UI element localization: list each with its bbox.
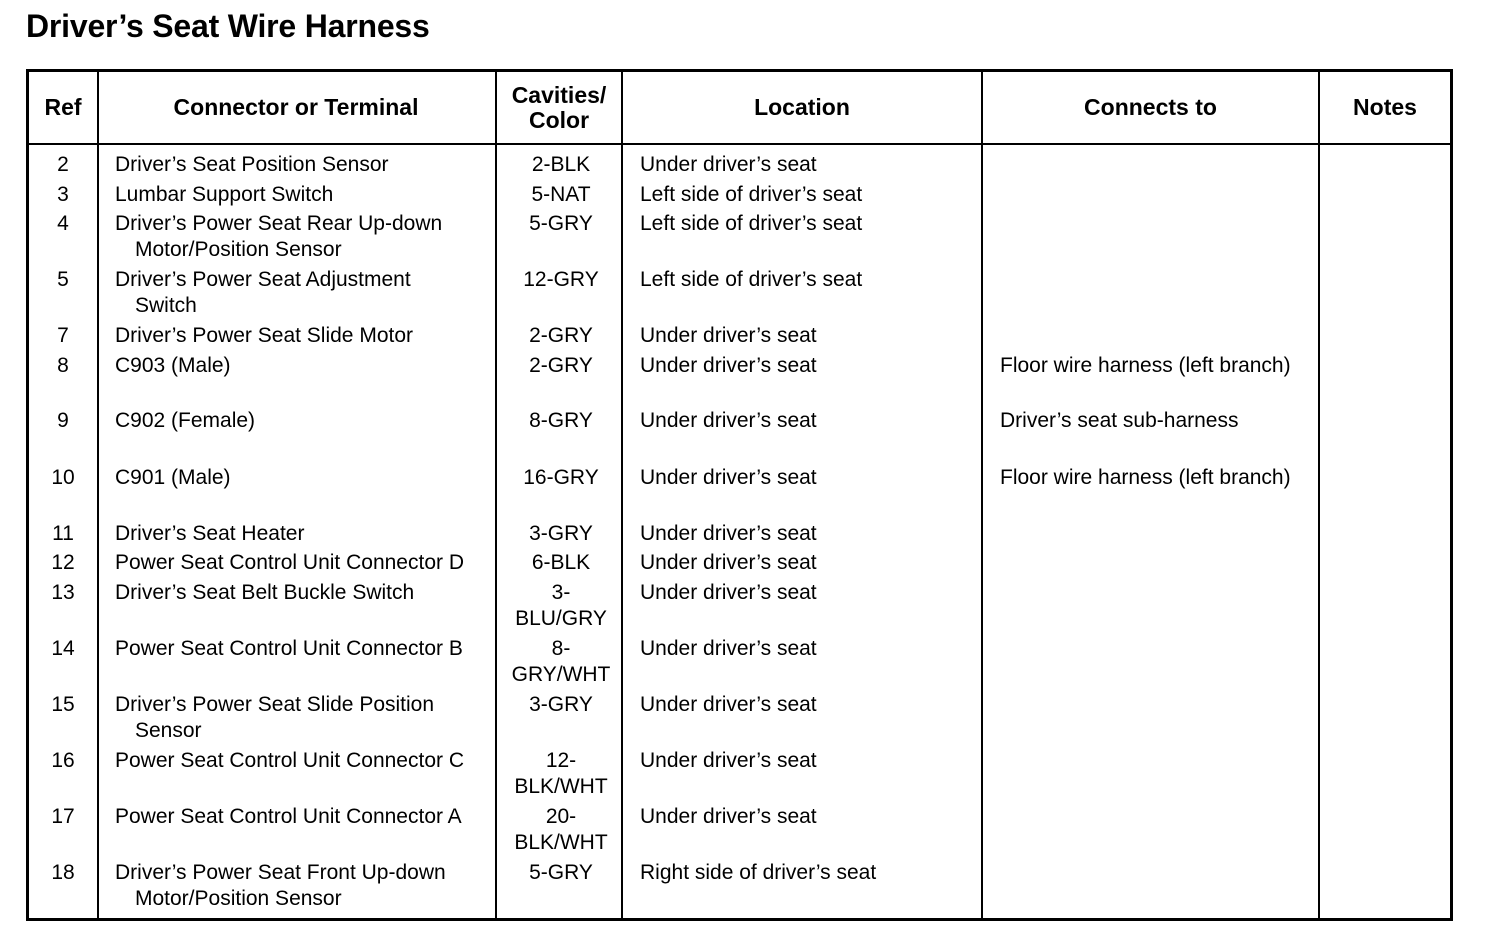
connects-to-cell: Floor wire harness (left branch) <box>1000 354 1291 377</box>
location-cell: Left side of driver’s seat <box>640 268 863 291</box>
cavities-cell: 3- BLU/GRY <box>515 581 607 630</box>
location-cell: Under driver’s seat <box>640 581 817 604</box>
connector-cell: C901 (Male) <box>115 466 231 489</box>
header-ref: Ref <box>44 94 82 120</box>
connector-cell: C903 (Male) <box>115 354 231 377</box>
location-cell: Under driver’s seat <box>640 354 817 377</box>
ref-cell: 13 <box>51 581 75 604</box>
cavities-cell: 2-GRY <box>529 354 593 377</box>
location-cell: Left side of driver’s seat <box>640 212 863 235</box>
connector-cell: Driver’s Power Seat Slide Position Sensor <box>115 693 435 742</box>
connector-cell: Driver’s Seat Heater <box>115 522 305 545</box>
harness-table <box>26 69 1453 921</box>
ref-cell: 16 <box>51 749 75 772</box>
connector-cell: Driver’s Power Seat Front Up-down Motor/Position Sensor <box>115 861 446 910</box>
column-divider <box>1318 72 1320 918</box>
location-cell: Left side of driver’s seat <box>640 183 863 206</box>
header-cavities <box>497 72 621 143</box>
ref-cell: 17 <box>51 805 75 828</box>
header-location: Location <box>754 94 850 120</box>
location-cell: Under driver’s seat <box>640 637 817 660</box>
connector-cell: C902 (Female) <box>115 409 256 432</box>
ref-cell: 18 <box>51 861 75 884</box>
ref-cell: 12 <box>51 551 75 574</box>
header-cavities-line2: Color <box>528 106 590 133</box>
connector-cell: Driver’s Seat Position Sensor <box>115 153 389 176</box>
cavities-cell: 6-BLK <box>531 551 591 574</box>
location-cell: Under driver’s seat <box>640 522 817 545</box>
cavities-cell: 12- BLK/WHT <box>514 749 608 798</box>
cavities-cell: 8-GRY <box>529 409 593 432</box>
location-cell: Under driver’s seat <box>640 409 817 432</box>
cavities-cell: 12-GRY <box>523 268 599 291</box>
connector-cell: Driver’s Power Seat Adjustment Switch <box>115 268 411 317</box>
cavities-cell: 5-GRY <box>529 212 593 235</box>
cavities-cell: 2-BLK <box>531 153 591 176</box>
connects-to-cell: Floor wire harness (left branch) <box>1000 466 1291 489</box>
page-title: Driver’s Seat Wire Harness <box>26 8 430 44</box>
column-divider <box>97 72 99 918</box>
header-divider <box>29 143 1450 145</box>
ref-cell: 9 <box>57 409 69 432</box>
connector-cell: Power Seat Control Unit Connector A <box>115 805 462 828</box>
connector-cell: Power Seat Control Unit Connector B <box>115 637 463 660</box>
ref-cell: 3 <box>57 183 69 206</box>
connector-cell: Lumbar Support Switch <box>115 183 334 206</box>
cavities-cell: 20- BLK/WHT <box>514 805 608 854</box>
location-cell: Under driver’s seat <box>640 153 817 176</box>
column-divider <box>981 72 983 918</box>
connector-cell: Driver’s Power Seat Slide Motor <box>115 324 413 347</box>
connector-cell: Power Seat Control Unit Connector C <box>115 749 464 772</box>
cavities-cell: 5-NAT <box>531 183 591 206</box>
cavities-cell: 3-GRY <box>529 693 593 716</box>
cavities-cell: 8- GRY/WHT <box>511 637 611 686</box>
cavities-cell: 16-GRY <box>523 466 599 489</box>
cavities-cell: 3-GRY <box>529 522 593 545</box>
header-notes: Notes <box>1353 94 1417 120</box>
location-cell: Under driver’s seat <box>640 466 817 489</box>
ref-cell: 14 <box>51 637 75 660</box>
cavities-cell: 2-GRY <box>529 324 593 347</box>
ref-cell: 5 <box>57 268 69 291</box>
location-cell: Under driver’s seat <box>640 324 817 347</box>
connector-cell: Driver’s Power Seat Rear Up-down Motor/Position Sensor <box>115 212 443 261</box>
ref-cell: 15 <box>51 693 75 716</box>
cavities-cell: 5-GRY <box>529 861 593 884</box>
connector-cell: Power Seat Control Unit Connector D <box>115 551 464 574</box>
header-cavities-line1: Cavities/ <box>511 81 607 108</box>
location-cell: Under driver’s seat <box>640 805 817 828</box>
header-connector: Connector or Terminal <box>173 94 419 120</box>
connects-to-cell: Driver’s seat sub-harness <box>1000 409 1239 432</box>
location-cell: Under driver’s seat <box>640 693 817 716</box>
ref-cell: 7 <box>57 324 69 347</box>
ref-cell: 4 <box>57 212 69 235</box>
ref-cell: 2 <box>57 153 69 176</box>
ref-cell: 10 <box>51 466 75 489</box>
location-cell: Under driver’s seat <box>640 551 817 574</box>
ref-cell: 8 <box>57 354 69 377</box>
ref-cell: 11 <box>52 522 74 545</box>
location-cell: Under driver’s seat <box>640 749 817 772</box>
location-cell: Right side of driver’s seat <box>640 861 877 884</box>
connector-cell: Driver’s Seat Belt Buckle Switch <box>115 581 415 604</box>
header-connects-to: Connects to <box>1084 94 1217 120</box>
